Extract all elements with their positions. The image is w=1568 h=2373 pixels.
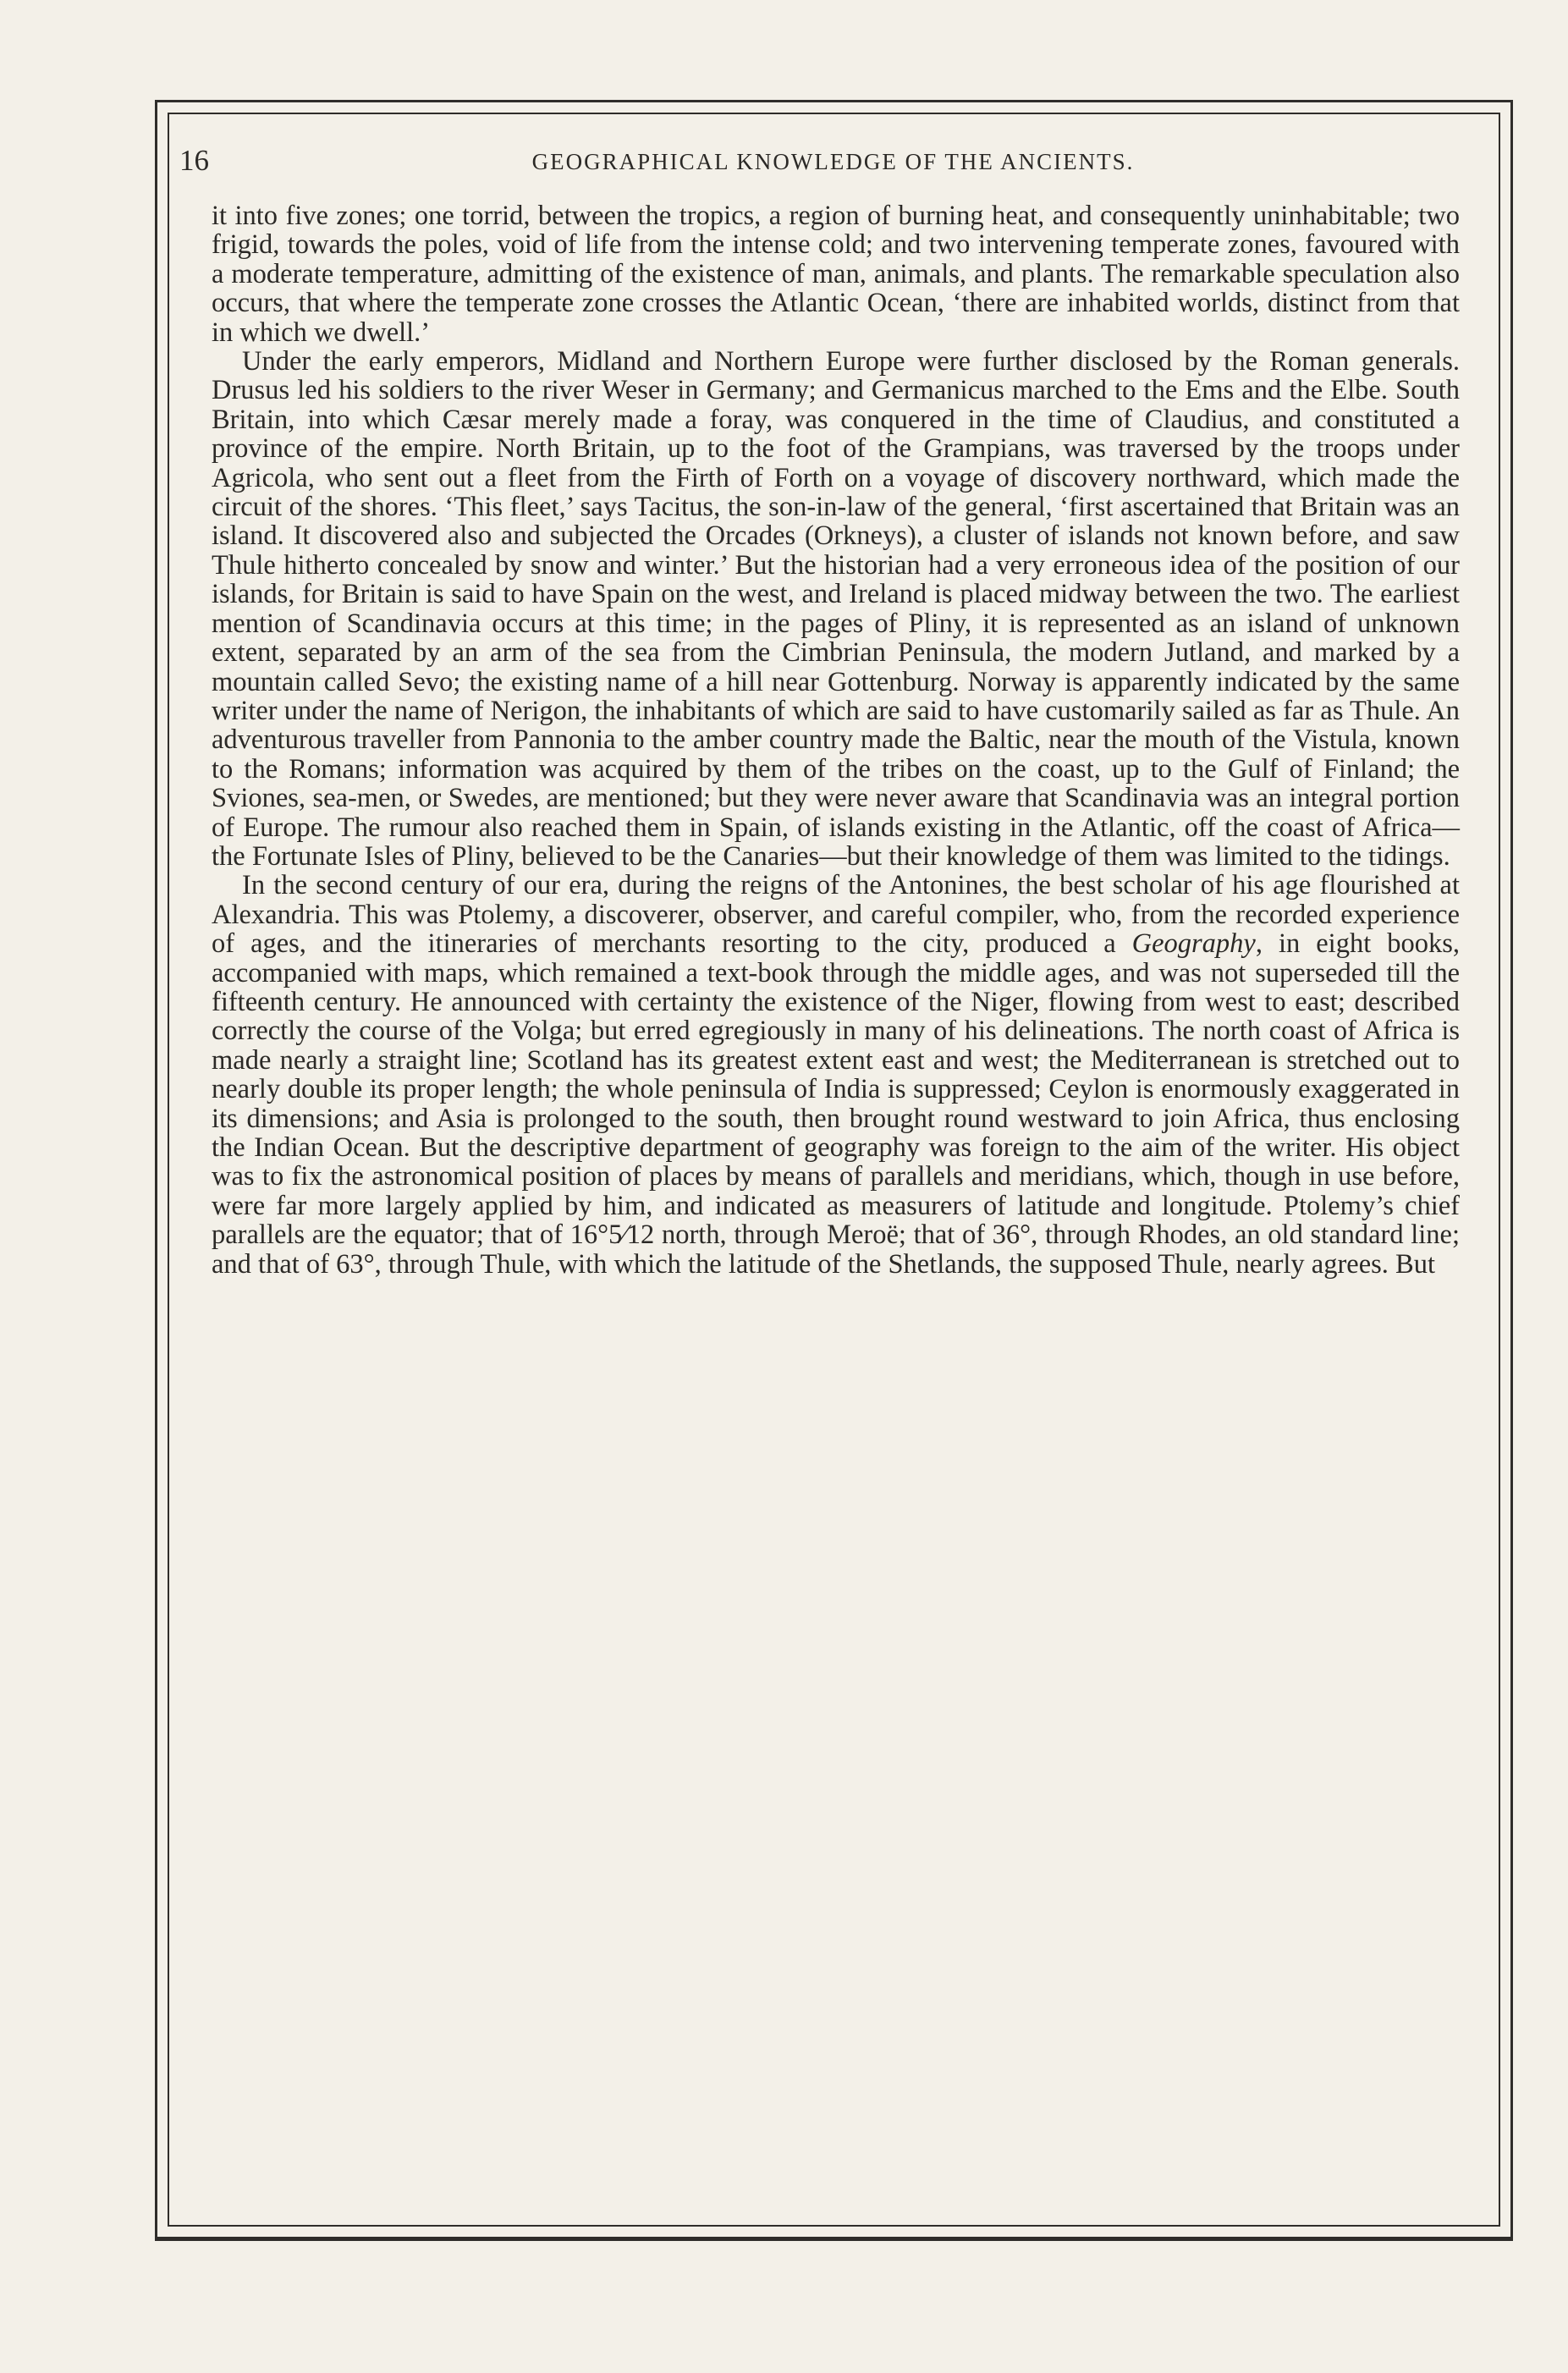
page-header: [179, 144, 1487, 178]
running-title: GEOGRAPHICAL KNOWLEDGE OF THE ANCIENTS.: [531, 149, 1135, 174]
ptolemy-text-start: In the second century of our era, during the reigns of the Antonines, the best scholar of his age flourished at Alexandria. This was Ptolemy, a discoverer, observer, and careful compiler, who, from the recorded experience of ages, and the itineraries of merchants resorting to the city, produced a: [212, 870, 1460, 960]
page-number: 16: [179, 144, 209, 177]
geography-title: Geography: [1131, 928, 1256, 960]
paragraph-zones: it into five zones; one torrid, between the tropics, a region of burning heat, and consequently uninhabitable; two frigid, towards the poles, void of life from the intense cold; and two intervening temperate zones, favoured with a moderate temperature, admitting of the existence of man, animals, and plants. The remarkable speculation also occurs, that where the temperate zone crosses the Atlantic Ocean, ‘there are inhabited worlds, distinct from that in which we dwell.’: [212, 201, 1460, 348]
body-text: [212, 201, 1460, 1279]
ptolemy-text-end: , in eight books, accompanied with maps, which remained a text-book through the middle ages, and was not superseded till the fifteenth century. He announced with certainty the existence of the Niger, flowing from west to east; described correctly the course of the Volga; but erred egregiously in many of his delineations. The north coast of Africa is made nearly a straight line; Scotland has its greatest extent east and west; the Mediterranean is stretched out to nearly double its proper length; the whole peninsula of India is suppressed; Ceylon is enormously exaggerated in its dimensions; and Asia is prolonged to the south, then brought round westward to join Africa, thus enclosing the Indian Ocean. But the descriptive department of geography was foreign to the aim of the writer. His object was to fix the astronomical position of places by means of parallels and meridians, which, though in use before, were far more largely applied by him, and indicated as measurers of latitude and longitude. Ptolemy’s chief parallels are the equator; that of 16°5⁄12 north, through Meroë; that of 36°, through Rhodes, an old standard line; and that of 63°, through Thule, with which the latitude of the Shetlands, the supposed Thule, nearly agrees. But: [212, 928, 1460, 1280]
paragraph-ptolemy: [212, 871, 1460, 1279]
paragraph-early-emperors: Under the early emperors, Midland and Northern Europe were further disclosed by the Roman generals. Drusus led his soldiers to the river Weser in Germany; and Germanicus marched to the Ems and the Elbe. South Britain, into which Cæsar merely made a foray, was conquered in the time of Claudius, and constituted a province of the empire. North Britain, up to the foot of the Grampians, was traversed by the troops under Agricola, who sent out a fleet from the Firth of Forth on a voyage of discovery northward, which made the circuit of the shores. ‘This fleet,’ says Tacitus, the son-in-law of the general, ‘first ascertained that Britain was an island. It discovered also and subjected the Orcades (Orkneys), a cluster of islands not known before, and saw Thule hitherto concealed by snow and winter.’ But the historian had a very erroneous idea of the position of our islands, for Britain is said to have Spain on the west, and Ireland is placed midway between the two. The earliest mention of Scandinavia occurs at this time; in the pages of Pliny, it is represented as an island of unknown extent, separated by an arm of the sea from the Cimbrian Peninsula, the modern Jutland, and marked by a mountain called Sevo; the existing name of a hill near Gottenburg. Norway is apparently indicated by the same writer under the name of Nerigon, the inhabitants of which are said to have customarily sailed as far as Thule. An adventurous traveller from Pannonia to the amber country made the Baltic, near the mouth of the Vistula, known to the Romans; information was acquired by them of the tribes on the coast, up to the Gulf of Finland; the Sviones, sea-men, or Swedes, are mentioned; but they were never aware that Scandinavia was an integral portion of Europe. The rumour also reached them in Spain, of islands existing in the Atlantic, off the coast of Africa—the Fortunate Isles of Pliny, believed to be the Canaries—but their knowledge of them was limited to the tidings.: [212, 346, 1460, 872]
